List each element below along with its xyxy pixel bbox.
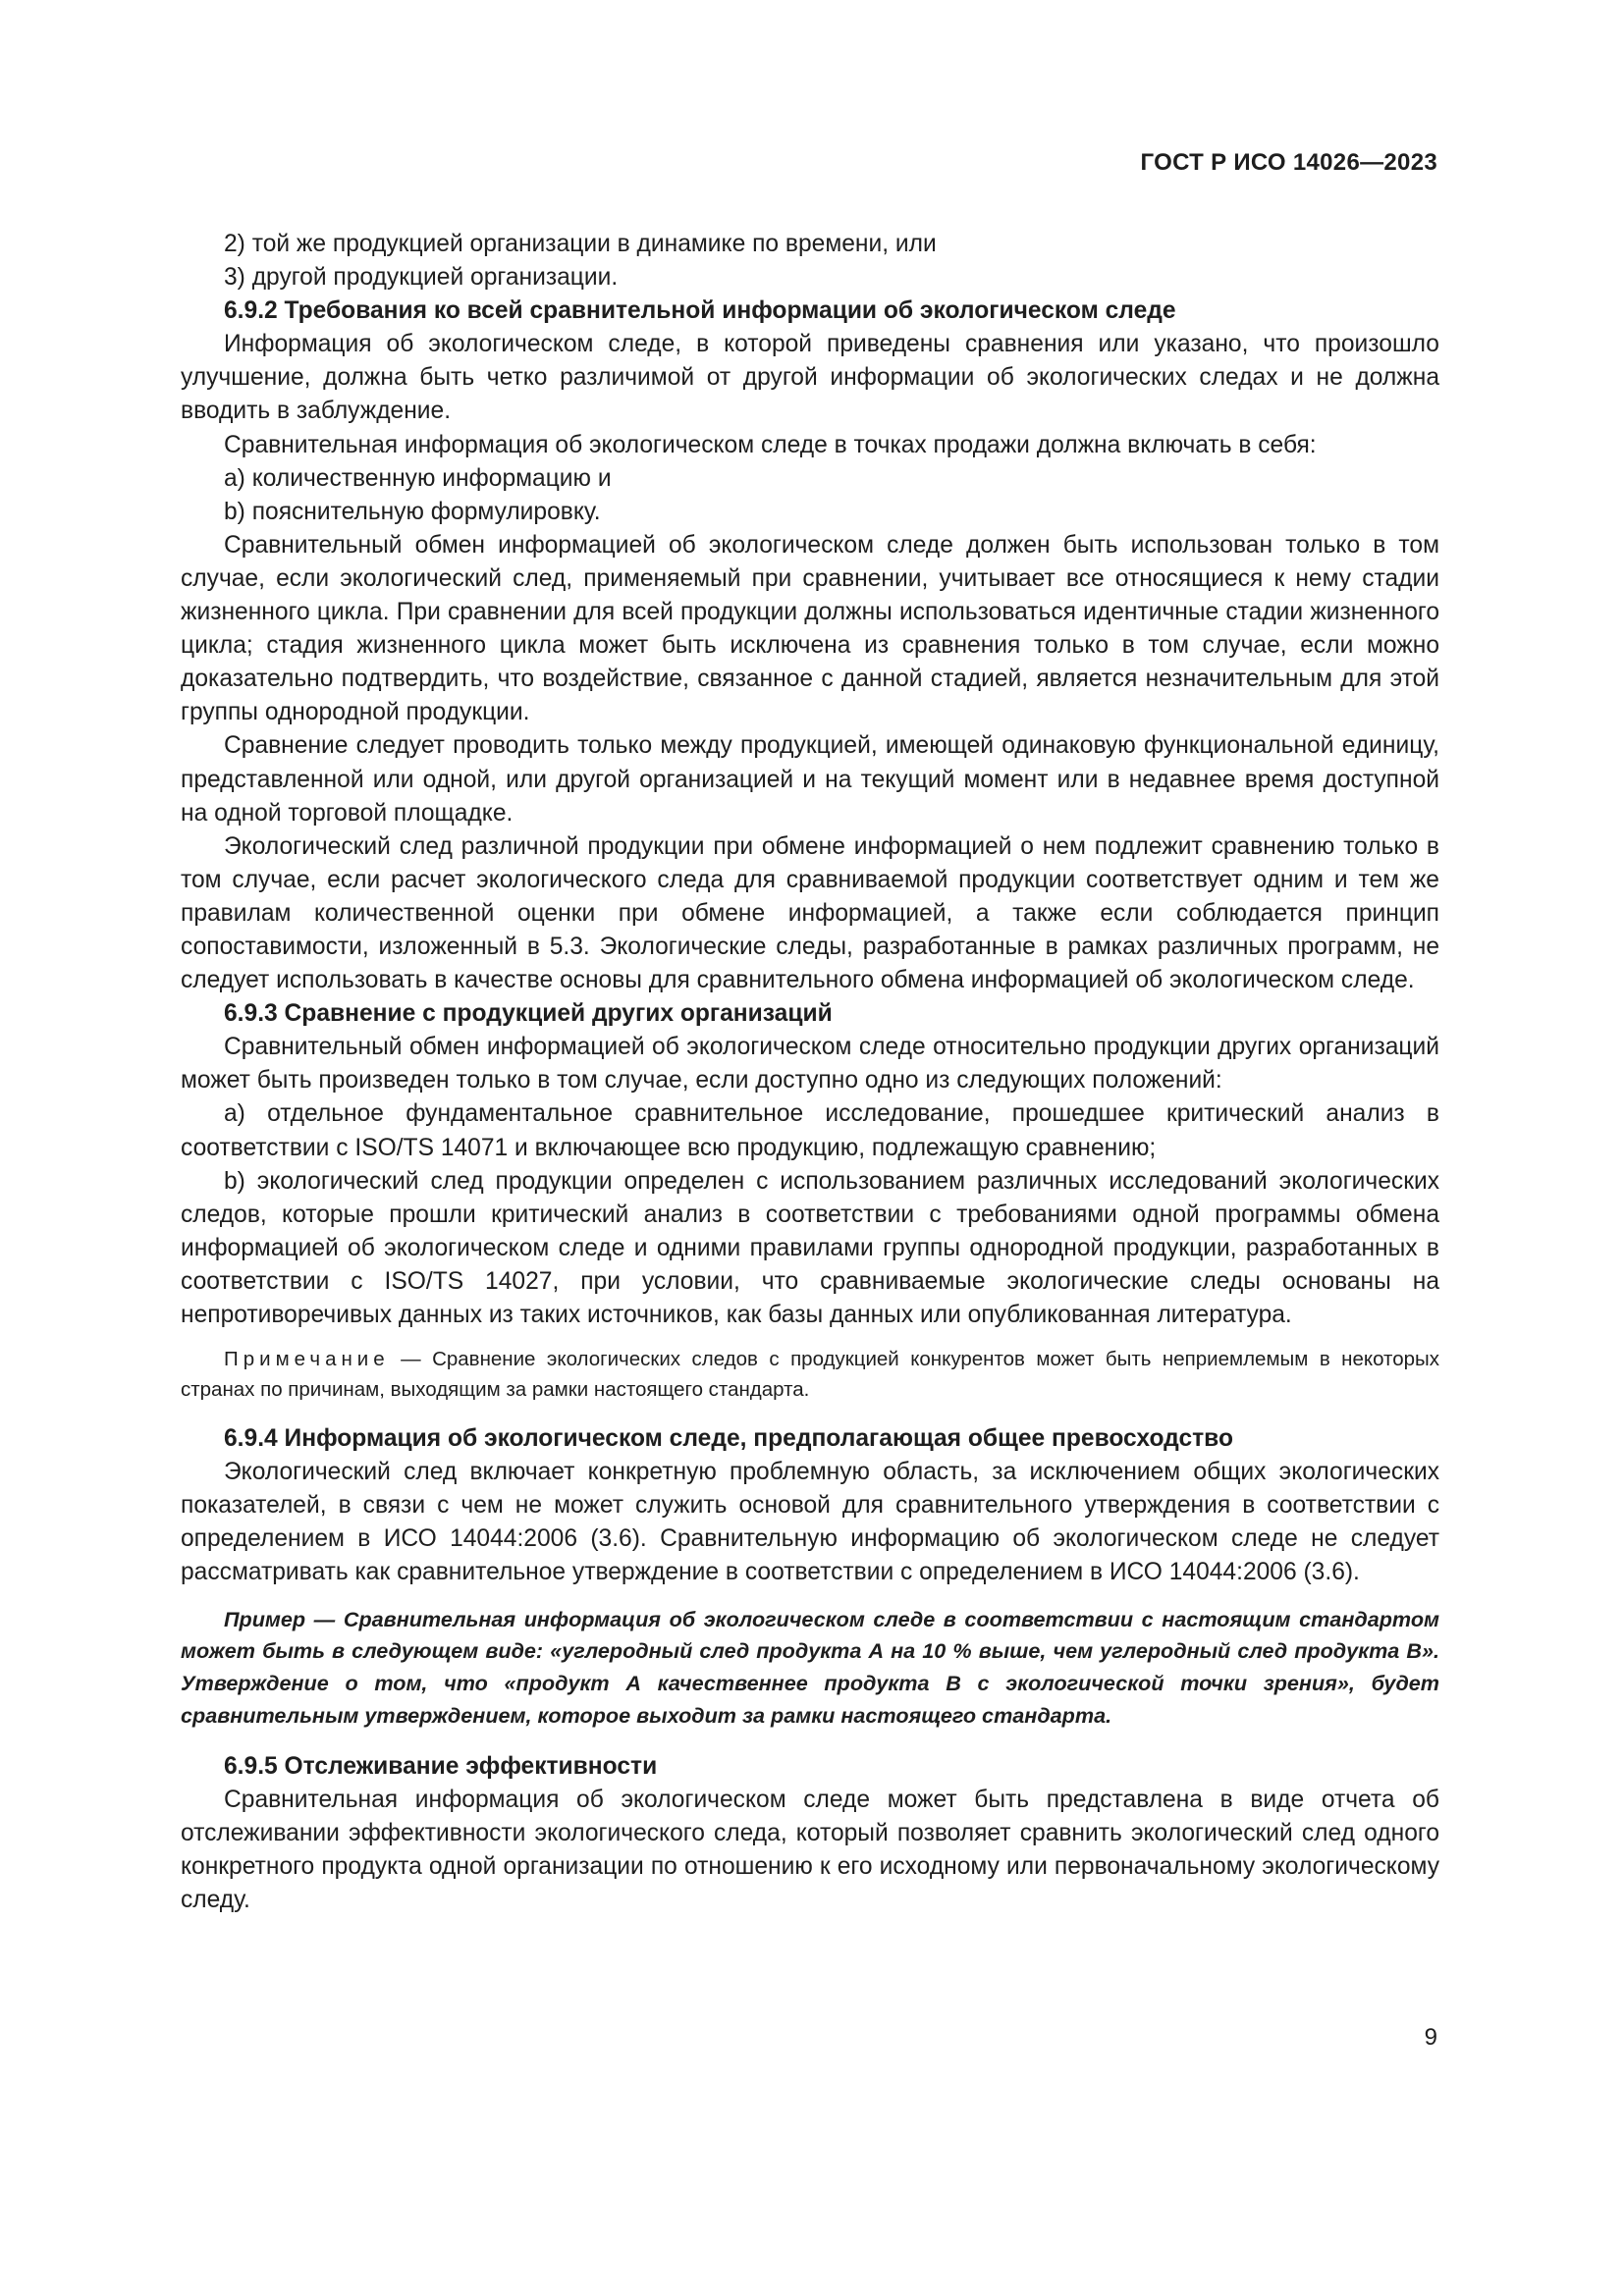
note-label: Примечание [224, 1348, 390, 1371]
page-number: 9 [1424, 2024, 1437, 2051]
section-6-9-3-heading: 6.9.3 Сравнение с продукцией других организаций [224, 1000, 833, 1028]
note-text: — Сравнение экологических следов с продукцией конкурентов может быть неприемлемым в некоторых странах по причинам, выходящим за рамки настоящего стандарта. [181, 1348, 1439, 1402]
section-6-9-2-paragraph-4: Сравнение следует проводить только между продукцией, имеющей одинаковую функциональной единицу, представленной или одной, или другой организацией и на текущий момент или в недавнее время доступной на одной торговой площадке. [181, 732, 1439, 827]
section-6-9-3-item-b: b) экологический след продукции определен с использованием различных исследований экологических следов, которые прошли критический анализ в соответствии с требованиями одной программы обмена информацией об экологическом следе и одними правилами группы однородной продукции, разработанных в соответствии с ISO/TS 14027, при условии, что сравниваемые экологические следы основаны на непротиворечивых данных из таких источников, как базы данных или опубликованная литература. [181, 1167, 1439, 1328]
document-header: ГОСТ Р ИСО 14026—2023 [1140, 149, 1437, 176]
section-6-9-2-paragraph-5: Экологический след различной продукции при обмене информацией о нем подлежит сравнению только в том случае, если расчет экологического следа для сравниваемой продукции соответствует одним и тем же правилам количественной оценки при обмене информацией, а также если соблюдается принцип сопоставимости, изложенный в 5.3. Экологические следы, разработанные в рамках различных программ, не следует использовать в качестве основы для сравнительного обмена информацией об экологическом следе. [181, 832, 1439, 994]
document-body [181, 228, 1439, 1917]
section-6-9-4-heading: 6.9.4 Информация об экологическом следе, предполагающая общее превосходство [224, 1425, 1234, 1453]
section-6-9-2-paragraph-2: Сравнительная информация об экологическом следе в точках продажи должна включать в себя: [224, 431, 1317, 458]
section-6-9-3-paragraph-1: Сравнительный обмен информацией об экологическом следе относительно продукции других организаций может быть произведен только в том случае, если доступно одно из следующих положений: [181, 1034, 1439, 1095]
section-6-9-2-item-b: b) пояснительную формулировку. [224, 498, 601, 525]
section-6-9-5-heading: 6.9.5 Отслеживание эффективности [224, 1752, 658, 1780]
section-6-9-2-paragraph-3: Сравнительный обмен информацией об экологическом следе должен быть использован только в том случае, если экологический след, применяемый при сравнении, учитывает все относящиеся к нему стадии жизненного цикла. При сравнении для всей продукции должны использоваться идентичные стадии жизненного цикла; стадия жизненного цикла может быть исключена из сравнения только в том случае, если можно доказательно подтвердить, что воздействие, связанное с данной стадией, является незначительным для этой группы однородной продукции. [181, 531, 1439, 726]
section-6-9-3-item-a: a) отдельное фундаментальное сравнительное исследование, прошедшее критический анализ в соответствии с ISO/TS 14071 и включающее всю продукцию, подлежащую сравнению; [181, 1100, 1439, 1161]
section-6-9-5-paragraph-1: Сравнительная информация об экологическом следе может быть представлена в виде отчета об отслеживании эффективности экологического следа, который позволяет сравнить экологический след одного конкретного продукта одной организации по отношению к его исходному или первоначальному экологическому следу. [181, 1786, 1439, 1914]
section-6-9-2-paragraph-1: Информация об экологическом следе, в которой приведены сравнения или указано, что произошло улучшение, должна быть четко различимой от другой информации об экологических следах и не должна вводить в заблуждение. [181, 331, 1439, 425]
section-6-9-4-paragraph-1: Экологический след включает конкретную проблемную область, за исключением общих экологических показателей, в связи с чем не может служить основой для сравнительного утверждения в соответствии с определением в ИСО 14044:2006 (3.6). Сравнительную информацию об экологическом следе не следует рассматривать как сравнительное утверждение в соответствии с определением в ИСО 14044:2006 (3.6). [181, 1459, 1439, 1586]
example-block: Пример — Сравнительная информация об экологическом следе в соответствии с настоящим стандартом может быть в следующем виде: «углеродный след продукта А на 10 % выше, чем углеродный след продукта В». Утверждение о том, что «продукт А качественнее продукта В с экологической точки зрения», будет сравнительным утверждением, которое выходит за рамки настоящего стандарта. [181, 1606, 1439, 1728]
note [181, 1344, 1439, 1405]
section-6-9-2-item-a: a) количественную информацию и [224, 464, 612, 492]
list-item-3: 3) другой продукцией организации. [224, 264, 619, 292]
list-item-2: 2) той же продукцией организации в динамике по времени, или [224, 231, 937, 257]
section-6-9-2-heading: 6.9.2 Требования ко всей сравнительной информации об экологическом следе [224, 297, 1176, 325]
